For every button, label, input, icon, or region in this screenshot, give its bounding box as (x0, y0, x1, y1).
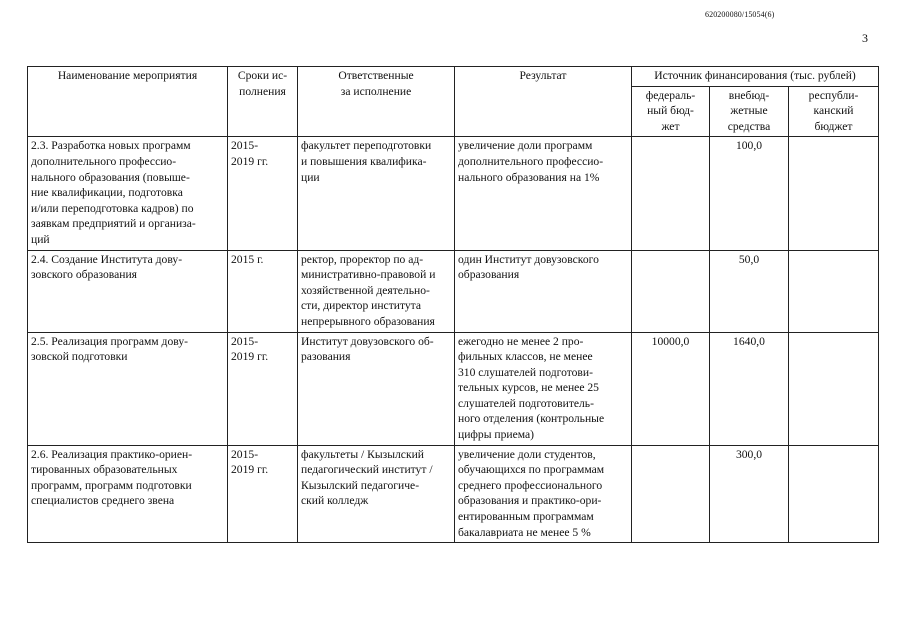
cell-result: один Институт довузовского образования (455, 250, 632, 332)
cell-responsible: факультеты / Кызылский педагогический институт / Кызылский педагогиче- ский колледж (298, 445, 455, 543)
document-code: 620200080/15054(6) (705, 10, 775, 19)
cell-republic (789, 445, 879, 543)
cell-name: 2.3. Разработка новых программ дополнительного профессио- нального образования (повыше- ние квалификации, подготовка и/или переподготовка кадров) по заявкам предприятий и организа- ций (28, 137, 228, 250)
cell-responsible: факультет переподготовки и повышения квалифика- ции (298, 137, 455, 250)
column-header-federal: федераль- ный бюд- жет (632, 86, 710, 137)
cell-extrabudget: 100,0 (710, 137, 789, 250)
cell-result: ежегодно не менее 2 про- фильных классов, не менее 310 слушателей подготови- тельных курсов, не менее 25 слушателей подготовитель- ного отделения (контрольные цифры приема) (455, 332, 632, 445)
page-number: 3 (862, 31, 868, 45)
cell-result: увеличение доли студентов, обучающихся по программам среднего профессионального образования и практико-ори- ентированным программам бакалавриата не менее 5 % (455, 445, 632, 543)
cell-republic (789, 250, 879, 332)
cell-federal: 10000,0 (632, 332, 710, 445)
cell-republic (789, 332, 879, 445)
table-row (28, 445, 879, 543)
cell-name: 2.6. Реализация практико-ориен- тированных образовательных программ, программ подготовки специалистов среднего звена (28, 445, 228, 543)
table-row (28, 332, 879, 445)
cell-result: увеличение доли программ дополнительного профессио- нального образования на 1% (455, 137, 632, 250)
column-header-name: Наименование мероприятия (28, 67, 228, 137)
cell-responsible: ректор, проректор по ад- министративно-правовой и хозяйственной деятельно- сти, директор института непрерывного образования (298, 250, 455, 332)
cell-period: 2015- 2019 гг. (228, 332, 298, 445)
cell-responsible: Институт довузовского об- разования (298, 332, 455, 445)
cell-extrabudget: 50,0 (710, 250, 789, 332)
column-header-extrabudget: внебюд- жетные средства (710, 86, 789, 137)
cell-extrabudget: 1640,0 (710, 332, 789, 445)
column-header-period: Сроки ис- полнения (228, 67, 298, 137)
column-header-result: Результат (455, 67, 632, 137)
cell-extrabudget: 300,0 (710, 445, 789, 543)
cell-republic (789, 137, 879, 250)
activities-table (27, 66, 879, 543)
cell-federal (632, 250, 710, 332)
column-header-funding: Источник финансирования (тыс. рублей) (632, 67, 879, 87)
cell-federal (632, 137, 710, 250)
cell-period: 2015- 2019 гг. (228, 445, 298, 543)
column-header-responsible: Ответственные за исполнение (298, 67, 455, 137)
cell-period: 2015 г. (228, 250, 298, 332)
table-row (28, 250, 879, 332)
cell-federal (632, 445, 710, 543)
cell-name: 2.4. Создание Института дову- зовского образования (28, 250, 228, 332)
cell-name: 2.5. Реализация программ дову- зовской подготовки (28, 332, 228, 445)
table-row (28, 137, 879, 250)
column-header-republic: республи- канский бюджет (789, 86, 879, 137)
cell-period: 2015- 2019 гг. (228, 137, 298, 250)
